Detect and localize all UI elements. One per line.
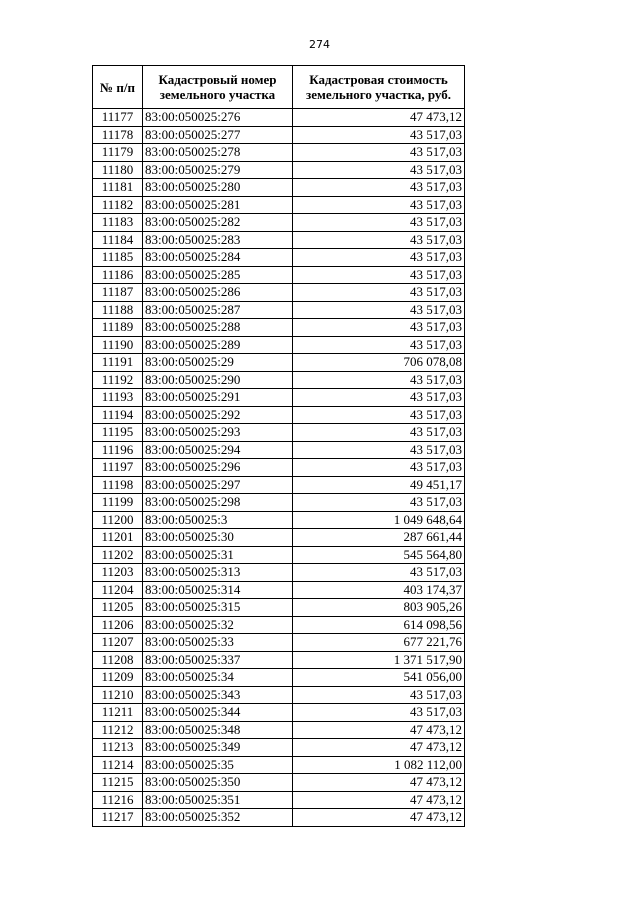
table-row [93,406,465,424]
table-row [93,599,465,617]
cadastral-number: 83:00:050025:297 [143,476,293,494]
table-row [93,739,465,757]
cadastral-value: 1 082 112,00 [293,756,465,774]
cadastral-number: 83:00:050025:298 [143,494,293,512]
cadastral-number: 83:00:050025:277 [143,126,293,144]
cadastral-number: 83:00:050025:286 [143,284,293,302]
header-number: № п/п [93,66,143,109]
cadastral-number: 83:00:050025:33 [143,634,293,652]
table-row [93,546,465,564]
cadastral-number: 83:00:050025:291 [143,389,293,407]
table-row [93,319,465,337]
cadastral-value: 43 517,03 [293,371,465,389]
cadastral-value: 47 473,12 [293,774,465,792]
row-number: 11187 [93,284,143,302]
table-row [93,686,465,704]
row-number: 11182 [93,196,143,214]
cadastral-value: 43 517,03 [293,336,465,354]
table-row [93,634,465,652]
table-row [93,354,465,372]
cadastral-number: 83:00:050025:32 [143,616,293,634]
cadastral-value: 43 517,03 [293,686,465,704]
row-number: 11185 [93,249,143,267]
cadastral-value: 1 049 648,64 [293,511,465,529]
table-row [93,791,465,809]
cadastral-number: 83:00:050025:293 [143,424,293,442]
table-row [93,389,465,407]
cadastral-value: 47 473,12 [293,739,465,757]
cadastral-number: 83:00:050025:3 [143,511,293,529]
row-number: 11211 [93,704,143,722]
cadastral-value: 47 473,12 [293,721,465,739]
row-number: 11208 [93,651,143,669]
row-number: 11181 [93,179,143,197]
row-number: 11191 [93,354,143,372]
cadastral-number: 83:00:050025:352 [143,809,293,827]
row-number: 11184 [93,231,143,249]
row-number: 11204 [93,581,143,599]
cadastral-number: 83:00:050025:279 [143,161,293,179]
cadastral-value: 47 473,12 [293,809,465,827]
cadastral-number: 83:00:050025:280 [143,179,293,197]
row-number: 11198 [93,476,143,494]
table-row [93,651,465,669]
cadastral-number: 83:00:050025:289 [143,336,293,354]
table-row [93,196,465,214]
row-number: 11190 [93,336,143,354]
cadastral-number: 83:00:050025:282 [143,214,293,232]
table-row [93,371,465,389]
cadastral-value: 287 661,44 [293,529,465,547]
header-cadastral-number: Кадастровый номер земельного участка [143,66,293,109]
cadastral-number: 83:00:050025:35 [143,756,293,774]
cadastral-table [92,65,465,827]
table-row [93,144,465,162]
table-row [93,284,465,302]
cadastral-value: 43 517,03 [293,424,465,442]
cadastral-number: 83:00:050025:343 [143,686,293,704]
cadastral-value: 43 517,03 [293,389,465,407]
cadastral-value: 541 056,00 [293,669,465,687]
row-number: 11177 [93,109,143,127]
cadastral-number: 83:00:050025:284 [143,249,293,267]
cadastral-value: 43 517,03 [293,266,465,284]
table-row [93,301,465,319]
row-number: 11201 [93,529,143,547]
page-number: 274 [309,38,330,51]
row-number: 11205 [93,599,143,617]
cadastral-number: 83:00:050025:34 [143,669,293,687]
cadastral-number: 83:00:050025:350 [143,774,293,792]
table-row [93,721,465,739]
cadastral-value: 43 517,03 [293,704,465,722]
table-row [93,179,465,197]
cadastral-value: 43 517,03 [293,319,465,337]
cadastral-number: 83:00:050025:29 [143,354,293,372]
cadastral-number: 83:00:050025:337 [143,651,293,669]
table-row [93,494,465,512]
cadastral-number: 83:00:050025:287 [143,301,293,319]
table-row [93,266,465,284]
cadastral-number: 83:00:050025:348 [143,721,293,739]
cadastral-value: 43 517,03 [293,459,465,477]
cadastral-value: 47 473,12 [293,791,465,809]
row-number: 11186 [93,266,143,284]
header-cadastral-value: Кадастровая стоимость земельного участка, руб. [293,66,465,109]
cadastral-number: 83:00:050025:314 [143,581,293,599]
cadastral-number: 83:00:050025:344 [143,704,293,722]
table-row [93,249,465,267]
row-number: 11192 [93,371,143,389]
cadastral-number: 83:00:050025:349 [143,739,293,757]
table-row [93,756,465,774]
table-row [93,564,465,582]
table-row [93,441,465,459]
cadastral-number: 83:00:050025:285 [143,266,293,284]
cadastral-value: 43 517,03 [293,249,465,267]
row-number: 11217 [93,809,143,827]
row-number: 11189 [93,319,143,337]
cadastral-value: 614 098,56 [293,616,465,634]
row-number: 11196 [93,441,143,459]
cadastral-value: 1 371 517,90 [293,651,465,669]
table-row [93,476,465,494]
cadastral-value: 43 517,03 [293,144,465,162]
cadastral-value: 49 451,17 [293,476,465,494]
cadastral-value: 43 517,03 [293,161,465,179]
cadastral-value: 43 517,03 [293,494,465,512]
cadastral-number: 83:00:050025:315 [143,599,293,617]
cadastral-number: 83:00:050025:283 [143,231,293,249]
row-number: 11193 [93,389,143,407]
cadastral-value: 403 174,37 [293,581,465,599]
cadastral-number: 83:00:050025:351 [143,791,293,809]
table-row [93,336,465,354]
row-number: 11212 [93,721,143,739]
row-number: 11213 [93,739,143,757]
table-row [93,459,465,477]
cadastral-value: 47 473,12 [293,109,465,127]
cadastral-number: 83:00:050025:276 [143,109,293,127]
table-row [93,581,465,599]
cadastral-value: 43 517,03 [293,284,465,302]
cadastral-value: 706 078,08 [293,354,465,372]
cadastral-number: 83:00:050025:31 [143,546,293,564]
cadastral-value: 43 517,03 [293,441,465,459]
cadastral-number: 83:00:050025:313 [143,564,293,582]
cadastral-number: 83:00:050025:296 [143,459,293,477]
cadastral-number: 83:00:050025:281 [143,196,293,214]
row-number: 11207 [93,634,143,652]
cadastral-value: 43 517,03 [293,179,465,197]
row-number: 11215 [93,774,143,792]
cadastral-number: 83:00:050025:294 [143,441,293,459]
table-row [93,511,465,529]
row-number: 11209 [93,669,143,687]
row-number: 11197 [93,459,143,477]
table-row [93,424,465,442]
row-number: 11188 [93,301,143,319]
cadastral-number: 83:00:050025:278 [143,144,293,162]
table-row [93,774,465,792]
cadastral-value: 43 517,03 [293,126,465,144]
cadastral-value: 803 905,26 [293,599,465,617]
cadastral-value: 43 517,03 [293,406,465,424]
cadastral-value: 545 564,80 [293,546,465,564]
row-number: 11216 [93,791,143,809]
row-number: 11195 [93,424,143,442]
row-number: 11210 [93,686,143,704]
table-row [93,704,465,722]
row-number: 11178 [93,126,143,144]
row-number: 11214 [93,756,143,774]
table-row [93,616,465,634]
row-number: 11179 [93,144,143,162]
cadastral-value: 43 517,03 [293,196,465,214]
table-row [93,809,465,827]
table-row [93,669,465,687]
table-row [93,529,465,547]
row-number: 11183 [93,214,143,232]
cadastral-value: 43 517,03 [293,564,465,582]
row-number: 11202 [93,546,143,564]
table-header-row [93,66,465,109]
cadastral-value: 43 517,03 [293,214,465,232]
cadastral-value: 677 221,76 [293,634,465,652]
table-row [93,126,465,144]
table-row [93,161,465,179]
row-number: 11199 [93,494,143,512]
cadastral-number: 83:00:050025:30 [143,529,293,547]
cadastral-value: 43 517,03 [293,231,465,249]
table-body [93,109,465,827]
table-row [93,109,465,127]
cadastral-number: 83:00:050025:290 [143,371,293,389]
cadastral-number: 83:00:050025:292 [143,406,293,424]
table-row [93,214,465,232]
row-number: 11200 [93,511,143,529]
row-number: 11206 [93,616,143,634]
row-number: 11194 [93,406,143,424]
row-number: 11203 [93,564,143,582]
table-row [93,231,465,249]
cadastral-number: 83:00:050025:288 [143,319,293,337]
row-number: 11180 [93,161,143,179]
cadastral-value: 43 517,03 [293,301,465,319]
